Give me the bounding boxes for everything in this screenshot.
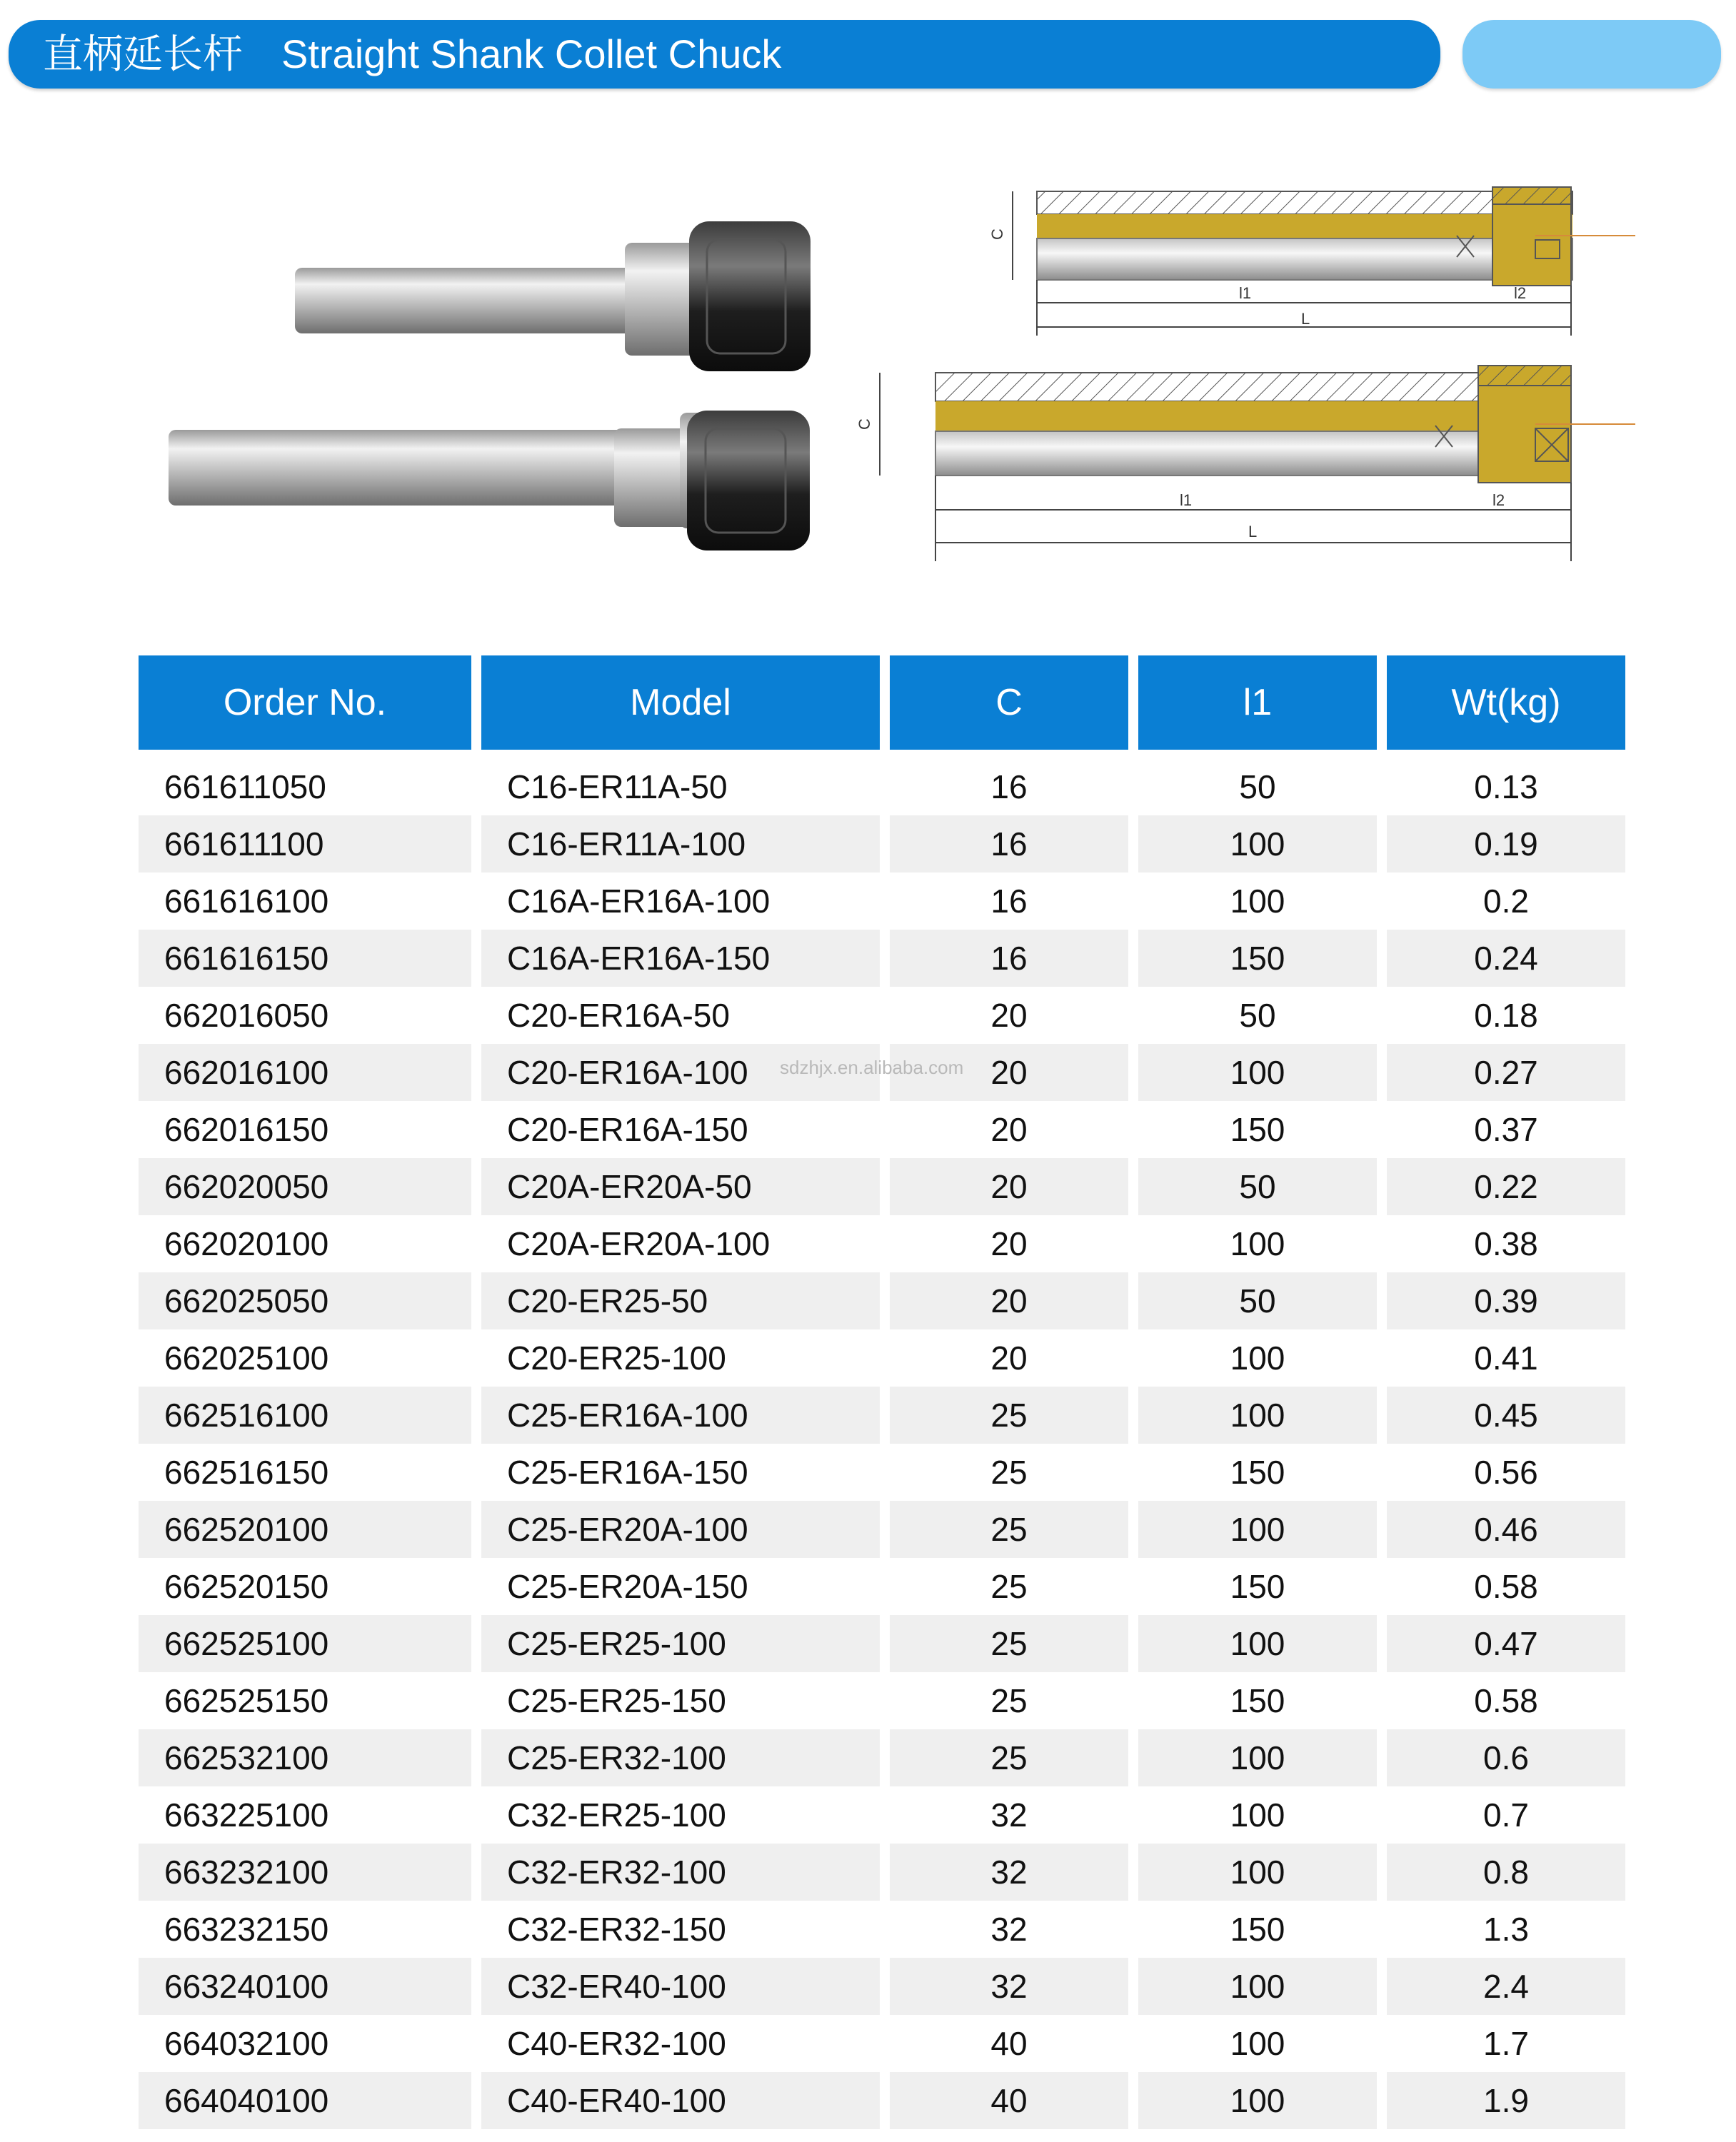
table-row	[139, 1958, 1625, 2015]
weight-cell: 0.56	[1474, 1454, 1538, 1491]
model-cell: C16-ER11A-100	[481, 815, 880, 873]
l1-cell: 100	[1230, 1796, 1285, 1834]
header-l1: l1	[1138, 655, 1377, 758]
weight-cell: 0.7	[1483, 1796, 1529, 1834]
weight-cell: 0.18	[1474, 997, 1538, 1034]
weight-cell: 0.58	[1474, 1682, 1538, 1719]
order-no-cell: 663240100	[139, 1958, 471, 2015]
model-cell: C20A-ER20A-50	[481, 1158, 880, 1215]
l1-cell: 150	[1230, 1682, 1285, 1719]
l1-cell: 150	[1230, 1111, 1285, 1148]
l1-cell: 100	[1138, 1844, 1377, 1901]
model-cell: C20-ER16A-50	[507, 997, 730, 1034]
l1-cell: 100	[1138, 2072, 1377, 2129]
weight-cell: 0.46	[1387, 1501, 1625, 1558]
c-cell: 32	[890, 1844, 1128, 1901]
order-no-cell: 663232150	[164, 1911, 329, 1948]
model-cell: C25-ER20A-100	[481, 1501, 880, 1558]
l1-cell: 100	[1138, 1044, 1377, 1101]
model-cell: C32-ER40-100	[481, 1958, 880, 2015]
model-cell: C32-ER32-150	[507, 1911, 726, 1948]
c-cell: 25	[990, 1568, 1028, 1605]
model-cell: C40-ER40-100	[481, 2072, 880, 2129]
drawing-long-chuck	[856, 366, 1635, 561]
c-cell: 40	[990, 2025, 1028, 2062]
order-no-cell: 664032100	[164, 2025, 329, 2062]
table-row	[139, 1329, 1625, 1387]
c-cell: 16	[890, 930, 1128, 987]
c-cell: 25	[990, 1682, 1028, 1719]
model-cell: C32-ER25-100	[507, 1796, 726, 1834]
c-cell: 20	[890, 1272, 1128, 1329]
table-row	[139, 1444, 1625, 1501]
l1-cell: 50	[1138, 1272, 1377, 1329]
l1-cell: 100	[1230, 1339, 1285, 1377]
l1-cell: 100	[1138, 1958, 1377, 2015]
order-no-cell: 662516150	[164, 1454, 329, 1491]
table-row	[139, 1786, 1625, 1844]
table-row	[139, 2015, 1625, 2072]
l1-cell: 100	[1138, 1729, 1377, 1786]
table-row	[139, 1158, 1625, 1215]
c-cell: 25	[890, 1387, 1128, 1444]
weight-cell: 0.58	[1474, 1568, 1538, 1605]
l1-cell: 100	[1138, 1387, 1377, 1444]
weight-cell: 0.38	[1474, 1225, 1538, 1262]
table-row	[139, 930, 1625, 987]
table-row	[139, 1844, 1625, 1901]
table-row	[139, 815, 1625, 873]
spec-table-header	[139, 655, 1625, 758]
c-cell: 32	[990, 1911, 1028, 1948]
drawing-short-chuck	[988, 187, 1635, 336]
c-cell: 20	[890, 1158, 1128, 1215]
weight-cell: 1.9	[1387, 2072, 1625, 2129]
order-no-cell: 662020100	[164, 1225, 329, 1262]
c-cell: 25	[890, 1729, 1128, 1786]
model-cell: C25-ER25-150	[507, 1682, 726, 1719]
order-no-cell: 661616150	[139, 930, 471, 987]
dim-label-l-top: L	[1301, 310, 1310, 328]
technical-drawings	[0, 0, 1736, 614]
order-no-cell: 662520150	[164, 1568, 329, 1605]
weight-cell: 0.45	[1387, 1387, 1625, 1444]
header-c: C	[890, 655, 1128, 758]
c-cell: 32	[990, 1796, 1028, 1834]
order-no-cell: 662025100	[164, 1339, 329, 1377]
order-no-cell: 664040100	[139, 2072, 471, 2129]
c-cell: 16	[990, 768, 1028, 805]
model-cell: C20-ER16A-100	[481, 1044, 880, 1101]
l1-cell: 150	[1230, 1911, 1285, 1948]
table-row	[139, 1558, 1625, 1615]
l1-cell: 100	[1138, 815, 1377, 873]
l1-cell: 150	[1230, 1454, 1285, 1491]
l1-cell: 50	[1239, 768, 1276, 805]
weight-cell: 0.41	[1474, 1339, 1538, 1377]
l1-cell: 50	[1138, 1158, 1377, 1215]
table-row	[139, 987, 1625, 1044]
model-cell: C25-ER20A-150	[507, 1568, 748, 1605]
l1-cell: 100	[1138, 1501, 1377, 1558]
weight-cell: 1.3	[1483, 1911, 1529, 1948]
order-no-cell: 662525150	[164, 1682, 329, 1719]
dim-label-l2-bottom: l2	[1492, 491, 1505, 509]
table-row	[139, 1215, 1625, 1272]
c-cell: 16	[990, 883, 1028, 920]
order-no-cell: 662020050	[139, 1158, 471, 1215]
order-no-cell: 663225100	[164, 1796, 329, 1834]
header-model: Model	[481, 655, 880, 758]
table-row	[139, 1501, 1625, 1558]
model-cell: C25-ER16A-100	[481, 1387, 880, 1444]
c-cell: 40	[890, 2072, 1128, 2129]
c-cell: 32	[890, 1958, 1128, 2015]
table-row	[139, 1901, 1625, 1958]
c-cell: 25	[890, 1615, 1128, 1672]
weight-cell: 0.8	[1387, 1844, 1625, 1901]
model-cell: C25-ER25-100	[481, 1615, 880, 1672]
weight-cell: 0.37	[1474, 1111, 1538, 1148]
c-cell: 20	[990, 997, 1028, 1034]
dim-label-l-bottom: L	[1248, 523, 1258, 540]
model-cell: C40-ER32-100	[507, 2025, 726, 2062]
l1-cell: 100	[1138, 1615, 1377, 1672]
model-cell: C16A-ER16A-100	[507, 883, 771, 920]
c-cell: 20	[990, 1225, 1028, 1262]
model-cell: C25-ER32-100	[481, 1729, 880, 1786]
model-cell: C20A-ER20A-100	[507, 1225, 771, 1262]
model-cell: C16A-ER16A-150	[481, 930, 880, 987]
order-no-cell: 662016150	[164, 1111, 329, 1148]
table-row	[139, 1672, 1625, 1729]
l1-cell: 50	[1239, 997, 1276, 1034]
order-no-cell: 662525100	[139, 1615, 471, 1672]
model-cell: C20-ER16A-150	[507, 1111, 748, 1148]
model-cell: C20-ER25-100	[507, 1339, 726, 1377]
dim-label-c-top: C	[988, 228, 1006, 240]
l1-cell: 150	[1230, 1568, 1285, 1605]
weight-cell: 1.7	[1483, 2025, 1529, 2062]
weight-cell: 2.4	[1387, 1958, 1625, 2015]
order-no-cell: 662016050	[164, 997, 329, 1034]
table-row	[139, 2072, 1625, 2129]
model-cell: C16-ER11A-50	[507, 768, 728, 805]
model-cell: C25-ER16A-150	[507, 1454, 748, 1491]
order-no-cell: 662516100	[139, 1387, 471, 1444]
weight-cell: 0.2	[1483, 883, 1529, 920]
c-cell: 20	[890, 1044, 1128, 1101]
table-row	[139, 1729, 1625, 1786]
weight-cell: 0.24	[1387, 930, 1625, 987]
table-row	[139, 1101, 1625, 1158]
order-no-cell: 663232100	[139, 1844, 471, 1901]
header-order-no: Order No.	[139, 655, 471, 758]
order-no-cell: 662025050	[139, 1272, 471, 1329]
c-cell: 25	[990, 1454, 1028, 1491]
table-row	[139, 1272, 1625, 1329]
header-weight: Wt(kg)	[1387, 655, 1625, 758]
dim-label-l1-bottom: l1	[1180, 491, 1193, 509]
l1-cell: 100	[1230, 2025, 1285, 2062]
weight-cell: 0.39	[1387, 1272, 1625, 1329]
weight-cell: 0.22	[1387, 1158, 1625, 1215]
table-row	[139, 873, 1625, 930]
table-row	[139, 758, 1625, 815]
title-english: Straight Shank Collet Chuck	[281, 31, 782, 76]
table-row	[139, 1387, 1625, 1444]
c-cell: 16	[890, 815, 1128, 873]
model-cell: C20-ER25-50	[481, 1272, 880, 1329]
dim-label-l1-top: l1	[1239, 284, 1252, 302]
model-cell: C32-ER32-100	[481, 1844, 880, 1901]
l1-cell: 100	[1230, 883, 1285, 920]
title-chinese: 直柄延长杆	[43, 31, 243, 76]
order-no-cell: 661611100	[139, 815, 471, 873]
c-cell: 20	[990, 1111, 1028, 1148]
spec-table-body	[139, 758, 1625, 2129]
l1-cell: 150	[1138, 930, 1377, 987]
order-no-cell: 662016100	[139, 1044, 471, 1101]
order-no-cell: 661611050	[164, 768, 326, 805]
weight-cell: 0.47	[1387, 1615, 1625, 1672]
weight-cell: 0.13	[1474, 768, 1538, 805]
order-no-cell: 662532100	[139, 1729, 471, 1786]
c-cell: 20	[990, 1339, 1028, 1377]
weight-cell: 0.6	[1387, 1729, 1625, 1786]
weight-cell: 0.19	[1387, 815, 1625, 873]
watermark: sdzhjx.en.alibaba.com	[780, 1057, 964, 1078]
order-no-cell: 661616100	[164, 883, 329, 920]
weight-cell: 0.27	[1387, 1044, 1625, 1101]
c-cell: 25	[890, 1501, 1128, 1558]
l1-cell: 100	[1230, 1225, 1285, 1262]
table-row	[139, 1615, 1625, 1672]
order-no-cell: 662520100	[139, 1501, 471, 1558]
spec-table	[129, 655, 1635, 2129]
dim-label-c-bottom: C	[856, 418, 873, 430]
dim-label-l2-top: l2	[1514, 284, 1527, 302]
